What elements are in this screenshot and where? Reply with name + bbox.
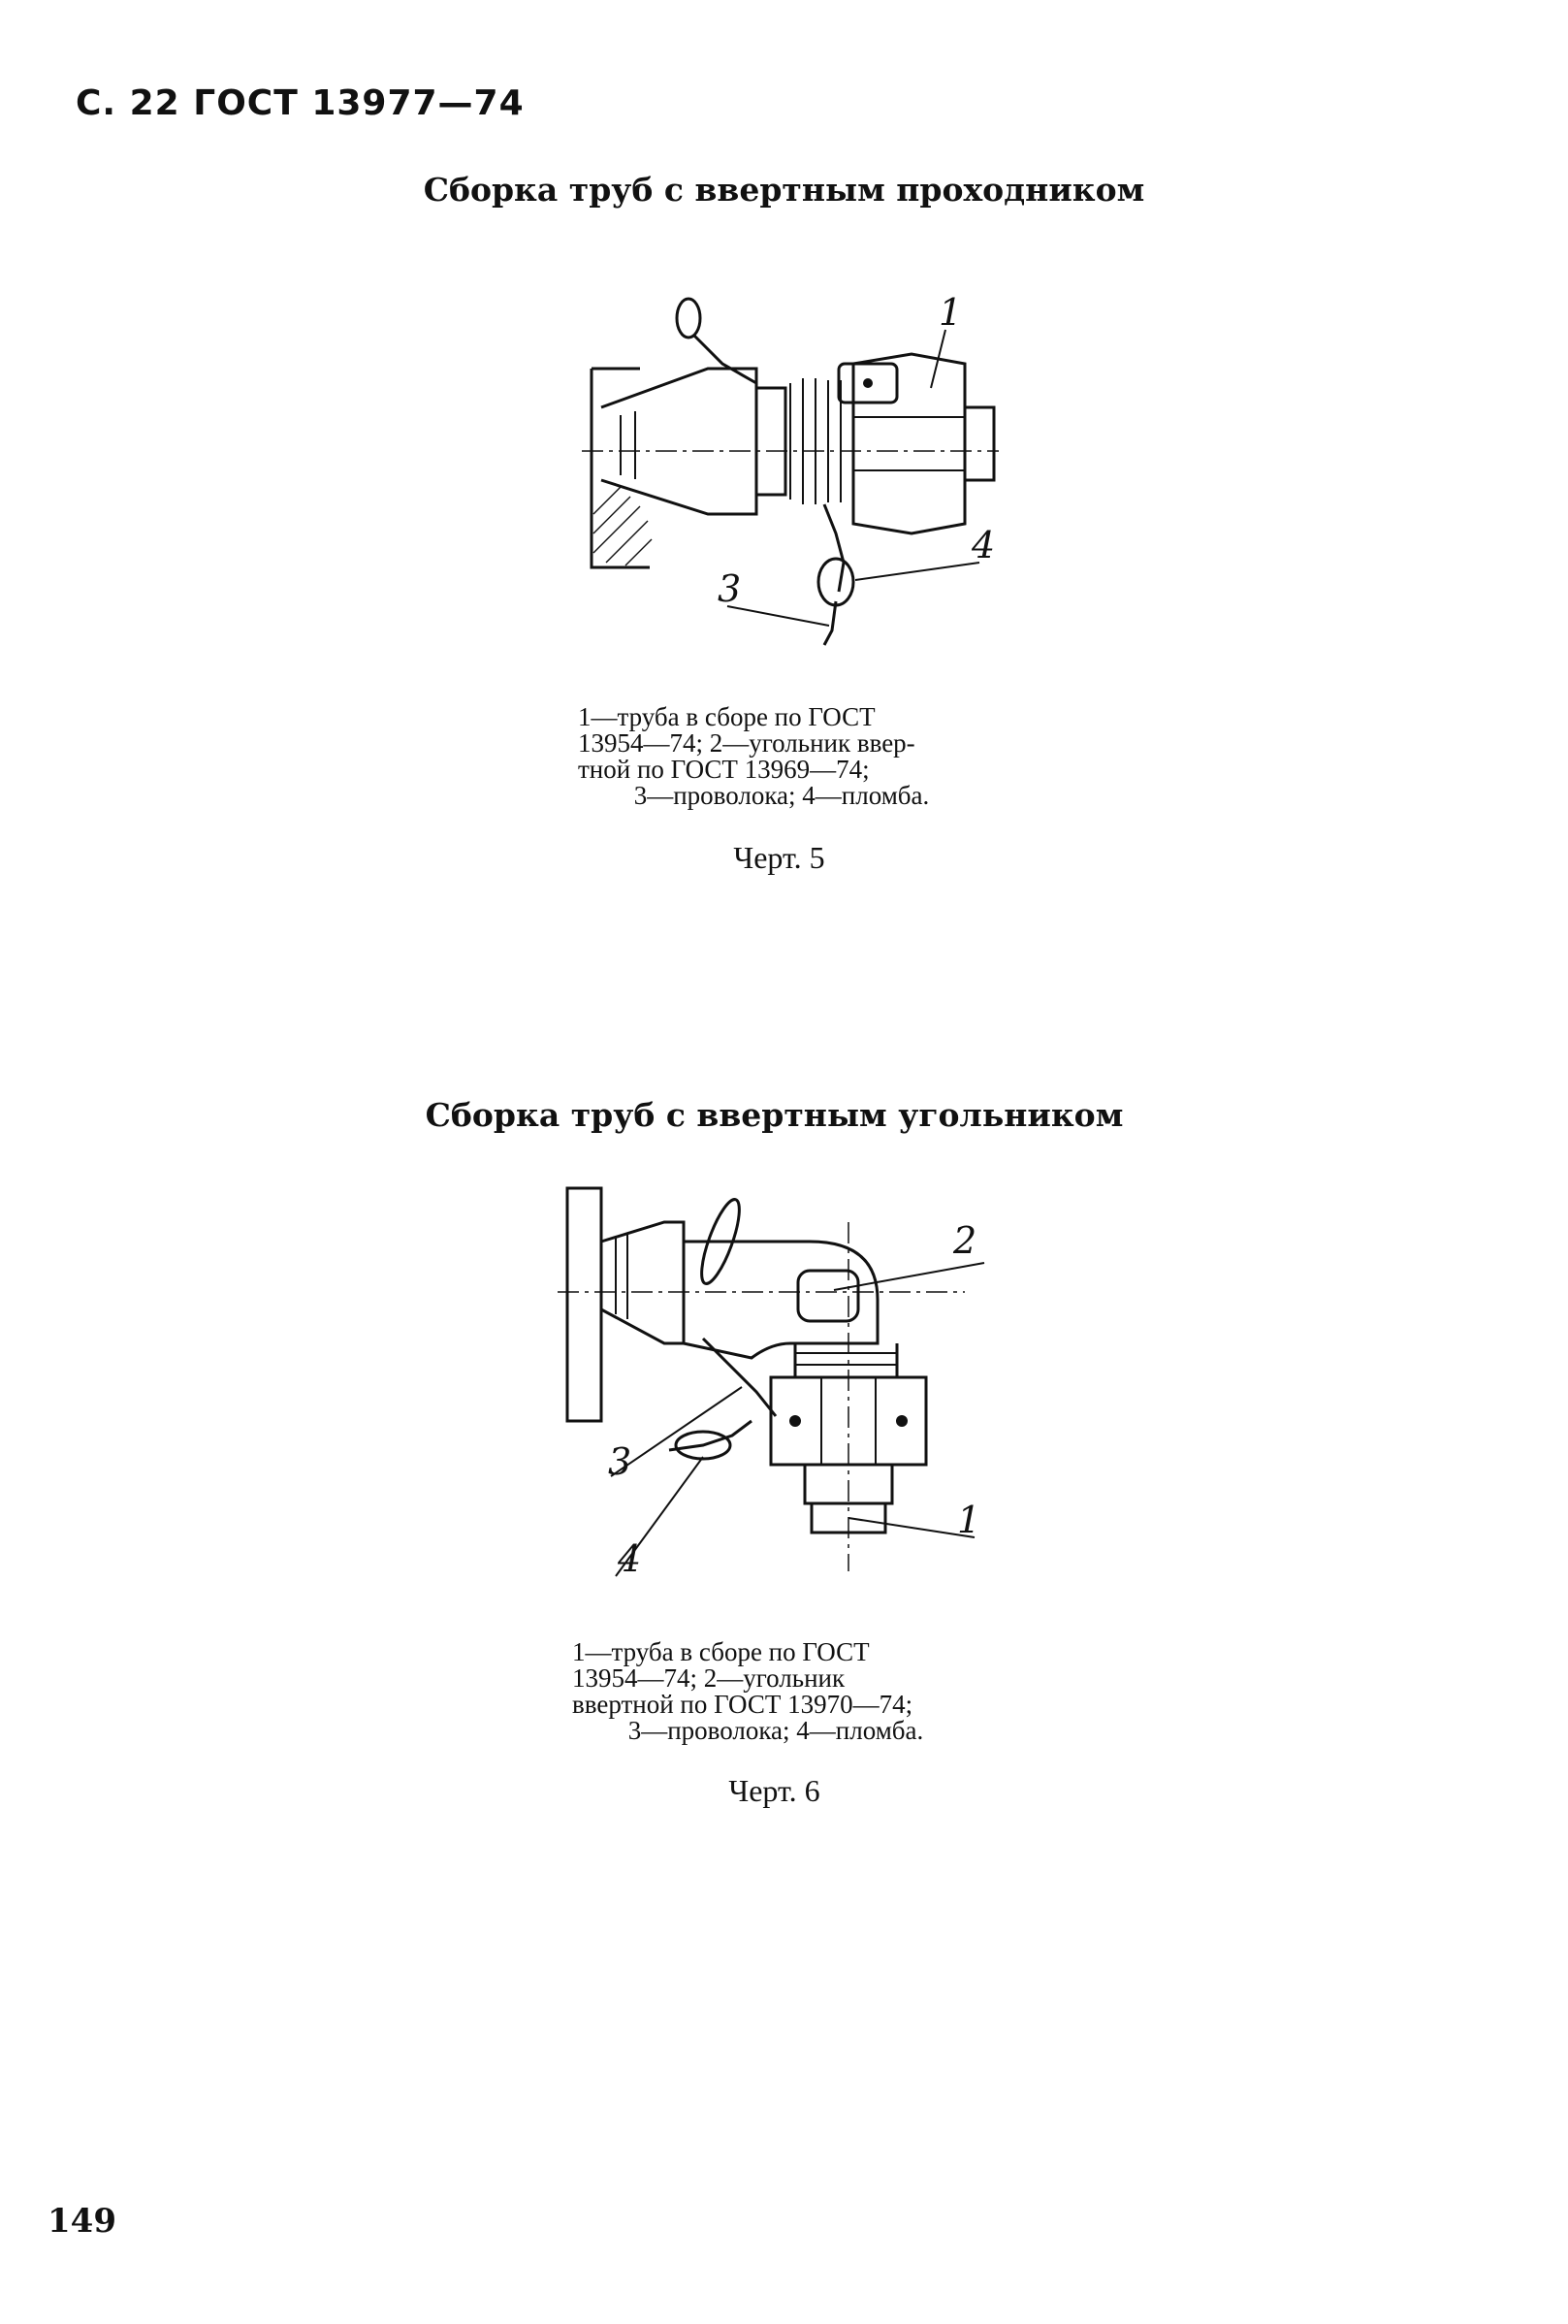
callout-4: 4 xyxy=(972,524,996,566)
housing-hatch xyxy=(593,487,652,565)
caption-line: 1—труба в сборе по ГОСТ xyxy=(578,702,876,731)
callout-3: 3 xyxy=(608,1440,632,1483)
callout-4: 4 xyxy=(618,1537,642,1580)
callout-2: 2 xyxy=(953,1219,977,1262)
caption-line: 13954—74; 2—угольник ввер- xyxy=(578,728,915,758)
caption-figure-6 xyxy=(572,1639,979,1744)
caption-figure-5 xyxy=(578,704,985,809)
section-title-2: Сборка труб с ввертным угольником xyxy=(425,1096,1124,1134)
caption-line: ввертной по ГОСТ 13970—74; xyxy=(572,1690,913,1719)
figure-6-drawing xyxy=(558,1183,1004,1591)
caption-line: 3—проволока; 4—пломба. xyxy=(627,1716,924,1745)
caption-line: 1—труба в сборе по ГОСТ xyxy=(572,1637,870,1666)
caption-line: тной по ГОСТ 13969—74; xyxy=(578,755,870,784)
figure-label-5: Черт. 5 xyxy=(733,840,825,875)
page-header: С. 22 ГОСТ 13977—74 xyxy=(76,83,525,123)
caption-line: 3—проволока; 4—пломба. xyxy=(633,781,930,810)
page-number: 149 xyxy=(48,2202,116,2241)
callout-3: 3 xyxy=(718,567,742,610)
caption-line: 13954—74; 2—угольник xyxy=(572,1663,846,1693)
thread xyxy=(790,378,841,504)
figure-label-6: Черт. 6 xyxy=(728,1773,820,1808)
callout-1: 1 xyxy=(939,291,963,334)
callout-1: 1 xyxy=(957,1499,981,1541)
section-title-1: Сборка труб с ввертным проходником xyxy=(423,171,1145,209)
figure-5-drawing xyxy=(582,272,999,660)
